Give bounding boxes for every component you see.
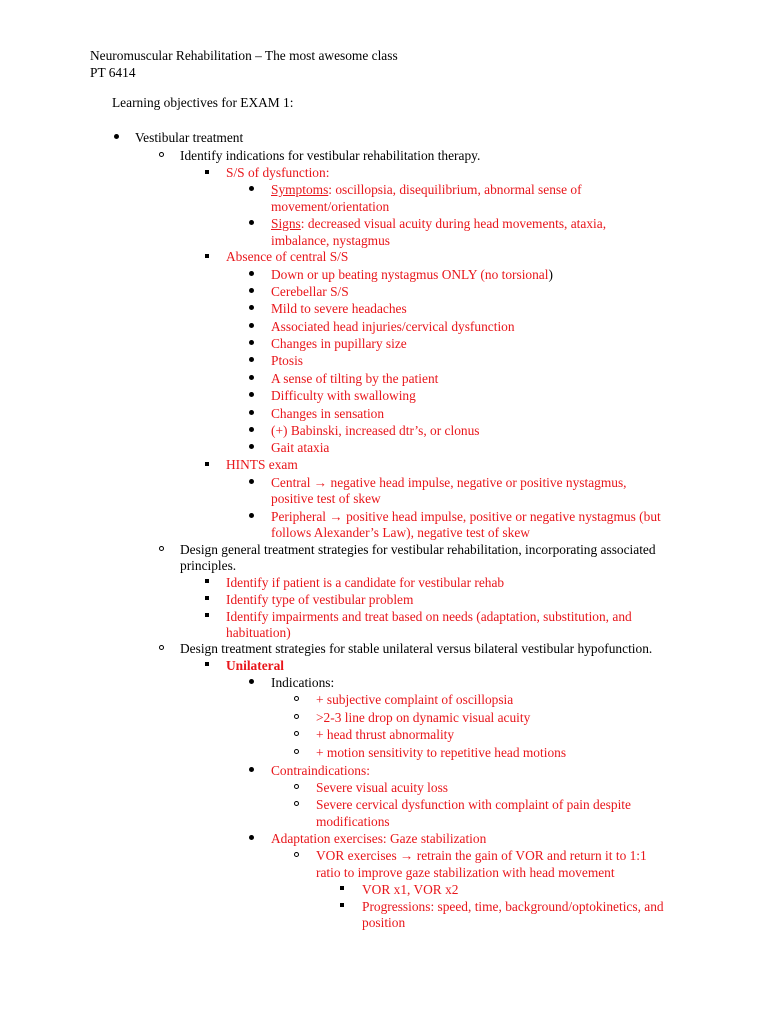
bullet-dot-icon <box>249 220 254 225</box>
outline-item-vor: VOR exercises → retrain the gain of VOR and return it to 1:1 <box>316 848 647 863</box>
bullet-dot-icon <box>249 427 254 432</box>
hints-central-cont: positive test of skew <box>271 491 381 506</box>
bullet-circle-icon <box>294 784 299 789</box>
signs-text: : decreased visual acuity during head movements, ataxia, <box>300 216 607 231</box>
bullet-square-icon <box>205 579 209 583</box>
bullet-square-icon <box>205 662 209 666</box>
central-sign-item: Gait ataxia <box>271 440 330 455</box>
bullet-dot-icon <box>249 323 254 328</box>
bullet-dot-icon <box>249 767 254 772</box>
central-sign-item: Difficulty with swallowing <box>271 388 416 403</box>
central-sign-item: Mild to severe headaches <box>271 301 407 316</box>
contraindication-item: Severe cervical dysfunction with complaint of pain despite <box>316 797 631 812</box>
outline-item-hints-exam: HINTS exam <box>226 457 298 472</box>
bullet-dot-icon <box>249 392 254 397</box>
outline-item-impairments: Identify impairments and treat based on needs (adaptation, substitution, and <box>226 609 632 624</box>
document-title: Neuromuscular Rehabilitation – The most awesome class <box>90 48 398 63</box>
bullet-dot-icon <box>249 513 254 518</box>
outline-item-absence-central: Absence of central S/S <box>226 249 349 264</box>
objectives-heading: Learning objectives for EXAM 1: <box>112 95 294 110</box>
outline-item-vestibular-treatment: Vestibular treatment <box>135 130 244 145</box>
bullet-dot-icon <box>249 186 254 191</box>
outline-item-signs-cont: imbalance, nystagmus <box>271 233 390 248</box>
outline-item-impairments-cont: habituation) <box>226 625 291 640</box>
bullet-dot-icon <box>249 375 254 380</box>
bullet-dot-icon <box>249 679 254 684</box>
outline-item-contraindications: Contraindications: <box>271 763 370 778</box>
outline-item-symptoms <box>271 181 582 198</box>
bullet-square-icon <box>205 254 209 258</box>
outline-item-vor-cont: ratio to improve gaze stabilization with head movement <box>316 865 615 880</box>
central-sign-item: Changes in sensation <box>271 406 385 421</box>
bullet-dot-icon <box>249 444 254 449</box>
outline-item-signs <box>271 215 606 232</box>
indication-item: + head thrust abnormality <box>316 727 455 742</box>
bullet-square-icon <box>205 462 209 466</box>
outline-item-type-problem: Identify type of vestibular problem <box>226 592 414 607</box>
central-sign-item: Cerebellar S/S <box>271 284 349 299</box>
bullet-square-icon <box>340 903 344 907</box>
bullet-square-icon <box>205 170 209 174</box>
bullet-circle-icon <box>159 645 164 650</box>
bullet-dot-icon <box>249 479 254 484</box>
outline-item-progressions-cont: position <box>362 915 406 930</box>
outline-item-indications: Indications: <box>271 675 335 690</box>
outline-item-identify-indications: Identify indications for vestibular rehabilitation therapy. <box>180 148 481 163</box>
hints-peripheral-cont: follows Alexander’s Law), negative test of skew <box>271 525 530 540</box>
central-sign-item <box>271 266 553 283</box>
bullet-square-icon <box>205 613 209 617</box>
central-sign-item: A sense of tilting by the patient <box>271 371 439 386</box>
bullet-circle-icon <box>294 714 299 719</box>
bullet-circle-icon <box>159 152 164 157</box>
outline-item-adaptation: Adaptation exercises: Gaze stabilization <box>271 831 487 846</box>
bullet-circle-icon <box>294 696 299 701</box>
outline-item-unilateral: Unilateral <box>226 658 285 673</box>
bullet-square-icon <box>340 886 344 890</box>
signs-label: Signs <box>271 216 301 231</box>
indication-item: + subjective complaint of oscillopsia <box>316 692 514 707</box>
bullet-circle-icon <box>294 731 299 736</box>
bullet-dot-icon <box>249 835 254 840</box>
closing-paren: ) <box>548 267 553 282</box>
bullet-dot-icon <box>249 340 254 345</box>
bullet-dot-icon <box>249 305 254 310</box>
central-sign-text: Down or up beating nystagmus ONLY (no torsional <box>271 267 549 282</box>
outline-item-symptoms-cont: movement/orientation <box>271 199 390 214</box>
symptoms-label: Symptoms <box>271 182 329 197</box>
bullet-circle-icon <box>159 546 164 551</box>
contraindication-item-cont: modifications <box>316 814 390 829</box>
bullet-circle-icon <box>294 852 299 857</box>
bullet-dot-icon <box>249 410 254 415</box>
bullet-dot-icon <box>249 288 254 293</box>
indication-item: >2-3 line drop on dynamic visual acuity <box>316 710 531 725</box>
hints-peripheral: Peripheral → positive head impulse, positive or negative nystagmus (but <box>271 509 661 524</box>
outline-item-design-stable: Design treatment strategies for stable unilateral versus bilateral vestibular hypofunction. <box>180 641 653 656</box>
central-sign-item: Changes in pupillary size <box>271 336 407 351</box>
outline-item-vor-x: VOR x1, VOR x2 <box>362 882 459 897</box>
course-number: PT 6414 <box>90 65 136 80</box>
bullet-square-icon <box>205 596 209 600</box>
bullet-dot-icon <box>114 134 119 139</box>
central-sign-item: Ptosis <box>271 353 304 368</box>
bullet-dot-icon <box>249 271 254 276</box>
hints-central: Central → negative head impulse, negative or positive nystagmus, <box>271 475 627 490</box>
central-sign-item: Associated head injuries/cervical dysfunction <box>271 319 515 334</box>
outline-item-progressions: Progressions: speed, time, background/optokinetics, and <box>362 899 664 914</box>
indication-item: + motion sensitivity to repetitive head motions <box>316 745 567 760</box>
bullet-circle-icon <box>294 801 299 806</box>
outline-item-design-general: Design general treatment strategies for vestibular rehabilitation, incorporating associated <box>180 542 656 557</box>
symptoms-text: : oscillopsia, disequilibrium, abnormal sense of <box>328 182 582 197</box>
outline-item-design-general-cont: principles. <box>180 558 237 573</box>
outline-item-ss-dysfunction: S/S of dysfunction: <box>226 165 330 180</box>
bullet-dot-icon <box>249 357 254 362</box>
outline-item-candidate: Identify if patient is a candidate for vestibular rehab <box>226 575 505 590</box>
central-sign-item: (+) Babinski, increased dtr’s, or clonus <box>271 423 480 438</box>
contraindication-item: Severe visual acuity loss <box>316 780 449 795</box>
bullet-circle-icon <box>294 749 299 754</box>
